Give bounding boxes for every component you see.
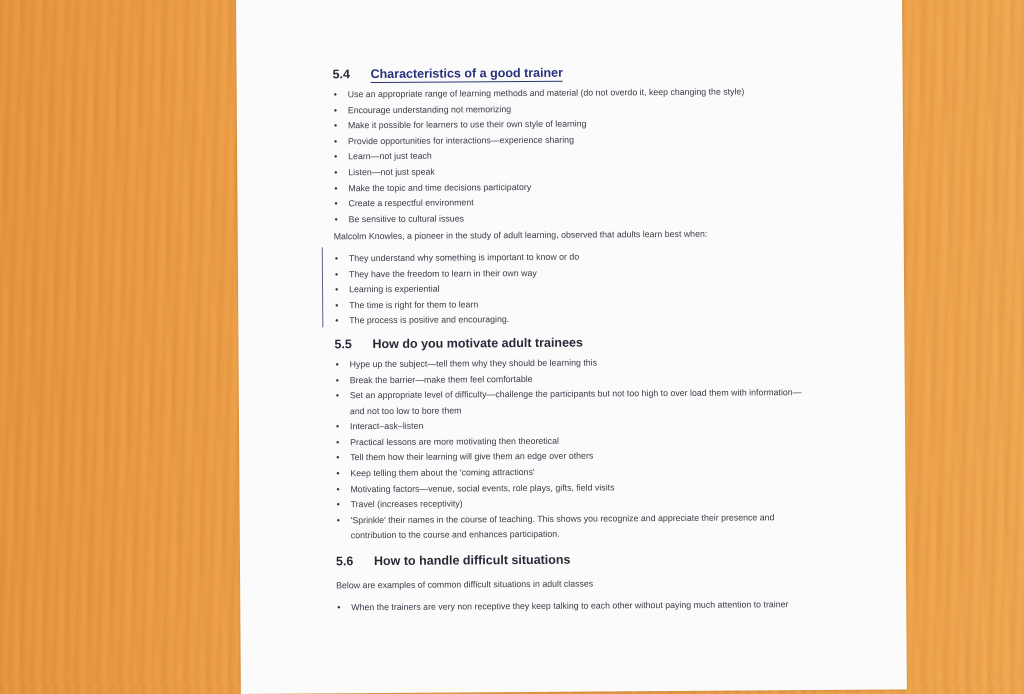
list-item: • Tell them how their learning will give them an edge over others (335, 448, 805, 467)
list-item: • They understand why something is important to know or do (334, 248, 804, 267)
adult-learning-list (334, 248, 805, 329)
list-item: • When the trainers are very non receptive they keep talking to each other without paying much attention to trainer (336, 597, 806, 616)
section-title: How do you motivate adult trainees (372, 335, 583, 351)
list-item: • Learn—not just teach (333, 146, 803, 165)
list-item: • Hype up the subject—tell them why they should be learning this (335, 354, 805, 373)
paper-sheet (236, 0, 907, 694)
list-item: • Make the topic and time decisions participatory (333, 178, 803, 197)
section-title: How to handle difficult situations (373, 552, 571, 569)
list-item: • Set an appropriate level of difficulty—challenge the participants but not too high to over load them with information—and not too low to bore them (335, 385, 805, 419)
list-item: • Practical lessons are more motivating then theoretical (335, 432, 805, 451)
section-heading-5-6 (336, 551, 806, 568)
list-item: • Encourage understanding not memorizing (333, 100, 803, 119)
list-item: • Be sensitive to cultural issues (334, 209, 804, 228)
list-item: • Learning is experiential (334, 279, 804, 298)
list-item: • Use an appropriate range of learning methods and material (do not overdo it, keep changing the style) (333, 84, 803, 103)
list-item: • Motivating factors—venue, social events, role plays, gifts, field visits (335, 479, 805, 498)
list-item: • Provide opportunities for interactions—experience sharing (333, 131, 803, 150)
section-number: 5.6 (335, 554, 354, 569)
list-item: • Break the barrier—make them feel comfortable (335, 370, 805, 389)
list-item: • The time is right for them to learn (334, 295, 804, 314)
section-number: 5.4 (332, 67, 351, 82)
list-item: • Create a respectful environment (333, 193, 803, 212)
list-item: • 'Sprinkle' their names in the course of teaching. This shows you recognize and appreciate their presence and contribution to the course and enhances participation. (336, 510, 806, 544)
knowles-intro: Malcolm Knowles, a pioneer in the study of adult learning, observed that adults learn best when: (333, 229, 708, 242)
section-heading-5-5 (334, 334, 804, 351)
motivation-list (335, 354, 806, 544)
list-item: • Listen—not just speak (333, 162, 803, 181)
list-item: • Make it possible for learners to use their own style of learning (333, 115, 803, 134)
list-item: • The process is positive and encouraging. (334, 310, 804, 329)
document-content (333, 64, 807, 615)
difficult-situations-list (336, 597, 806, 616)
handwritten-bracket (322, 247, 324, 327)
section-heading-5-4 (333, 64, 803, 81)
list-item: • Interact–ask–listen (335, 416, 805, 435)
list-item: • Travel (increases receptivity) (336, 494, 806, 513)
section-title: Characteristics of a good trainer (370, 65, 564, 82)
list-item: • Keep telling them about the 'coming attractions' (335, 463, 805, 482)
list-item: • They have the freedom to learn in their own way (334, 264, 804, 283)
section-number: 5.5 (334, 337, 352, 352)
trainer-characteristics-list (333, 84, 804, 228)
difficult-situations-intro: Below are examples of common difficult situations in adult classes (336, 578, 594, 591)
